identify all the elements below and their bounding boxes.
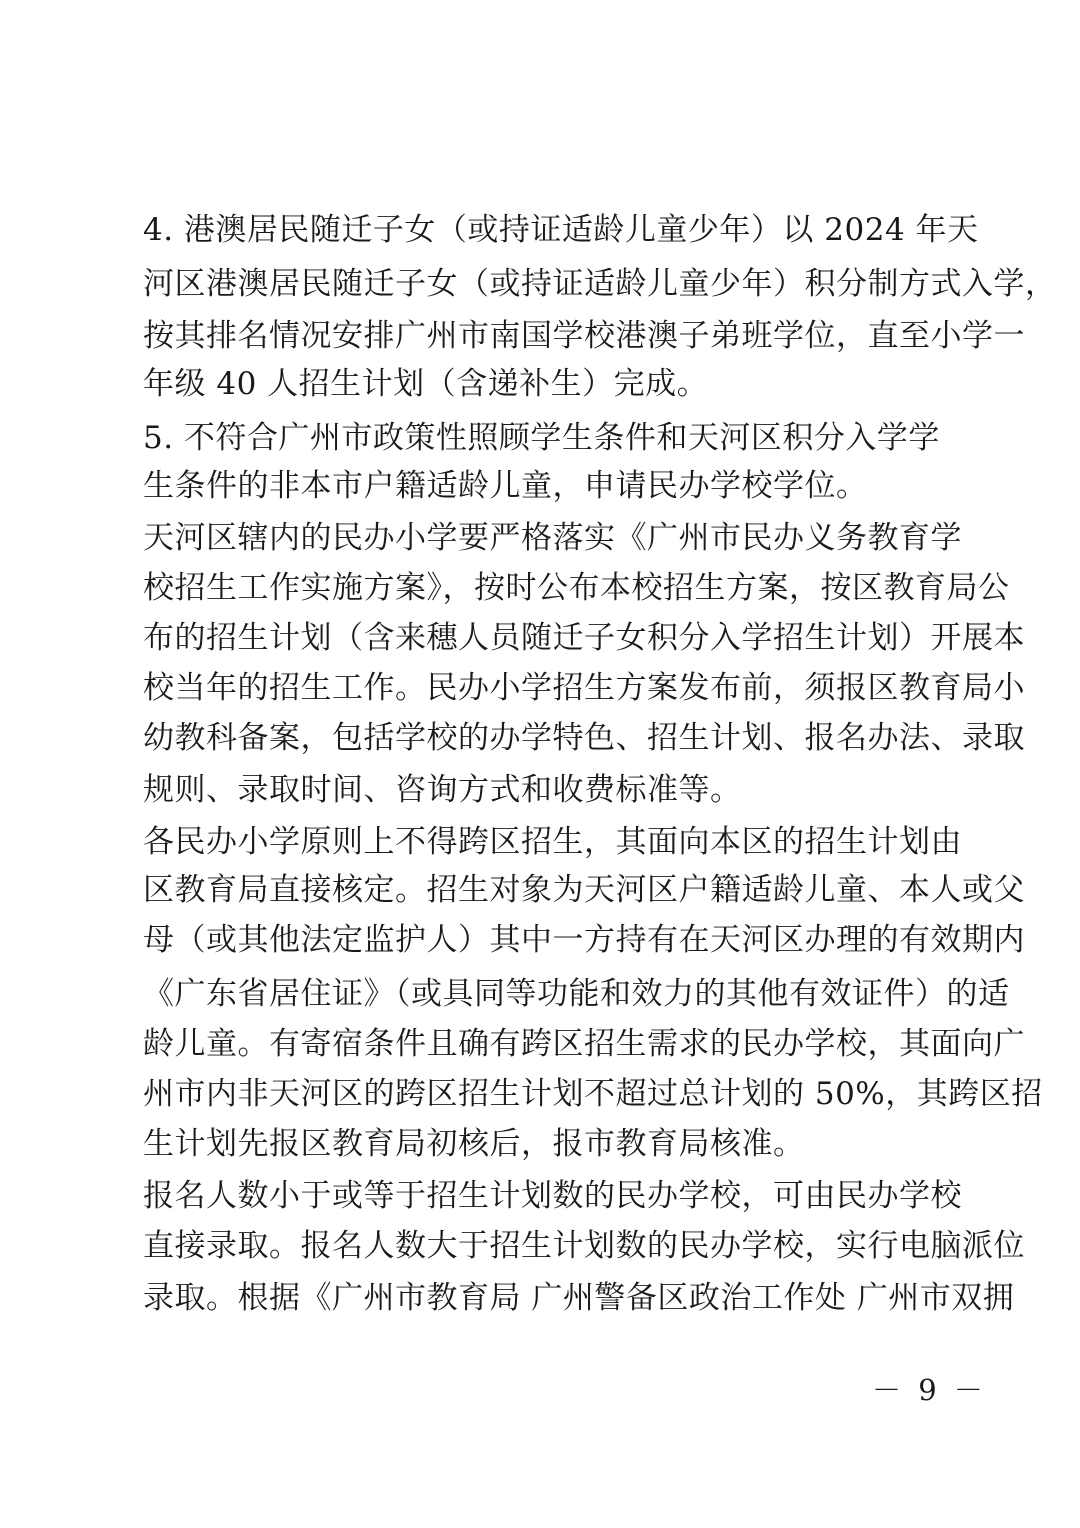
text-line: 布的招生计划（含来穗人员随迁子女积分入学招生计划）开展本 [143,620,1025,656]
text-line: 直接录取。报名人数大于招生计划数的民办学校，实行电脑派位 [143,1228,1025,1264]
text-line: 龄儿童。有寄宿条件且确有跨区招生需求的民办学校，其面向广 [143,1026,1025,1062]
text-line: 母（或其他法定监护人）其中一方持有在天河区办理的有效期内 [143,922,1025,958]
text-line: 校当年的招生工作。民办小学招生方案发布前，须报区教育局小 [143,670,1025,706]
page-number: － 9 － [872,1373,987,1407]
text-line: 幼教科备案，包括学校的办学特色、招生计划、报名办法、录取 [143,720,1025,756]
text-line: 生条件的非本市户籍适龄儿童，申请民办学校学位。 [143,468,868,504]
text-line: 区教育局直接核定。招生对象为天河区户籍适龄儿童、本人或父 [143,872,1025,908]
text-line: 校招生工作实施方案》，按时公布本校招生方案，按区教育局公 [143,570,1010,606]
text-line: 录取。根据《广州市教育局 广州警备区政治工作处 广州市双拥 [143,1280,1015,1316]
text-line: 《广东省居住证》（或具同等功能和效力的其他有效证件）的适 [143,976,1010,1012]
text-line: 4. 港澳居民随迁子女（或持证适龄儿童少年）以 2024 年天 [143,212,979,248]
text-line: 河区港澳居民随迁子女（或持证适龄儿童少年）积分制方式入学， [143,266,1057,302]
text-line: 州市内非天河区的跨区招生计划不超过总计划的 50%，其跨区招 [143,1076,1043,1112]
text-line: 年级 40 人招生计划（含递补生）完成。 [143,366,709,402]
text-line: 各民办小学原则上不得跨区招生，其面向本区的招生计划由 [143,824,962,860]
text-line: 5. 不符合广州市政策性照顾学生条件和天河区积分入学学 [143,420,940,456]
text-line: 按其排名情况安排广州市南国学校港澳子弟班学位，直至小学一 [143,318,1025,354]
text-line: 报名人数小于或等于招生计划数的民办学校，可由民办学校 [143,1178,962,1214]
text-line: 规则、录取时间、咨询方式和收费标准等。 [143,772,742,808]
text-line: 天河区辖内的民办小学要严格落实《广州市民办义务教育学 [143,520,962,556]
text-line: 生计划先报区教育局初核后，报市教育局核准。 [143,1126,805,1162]
